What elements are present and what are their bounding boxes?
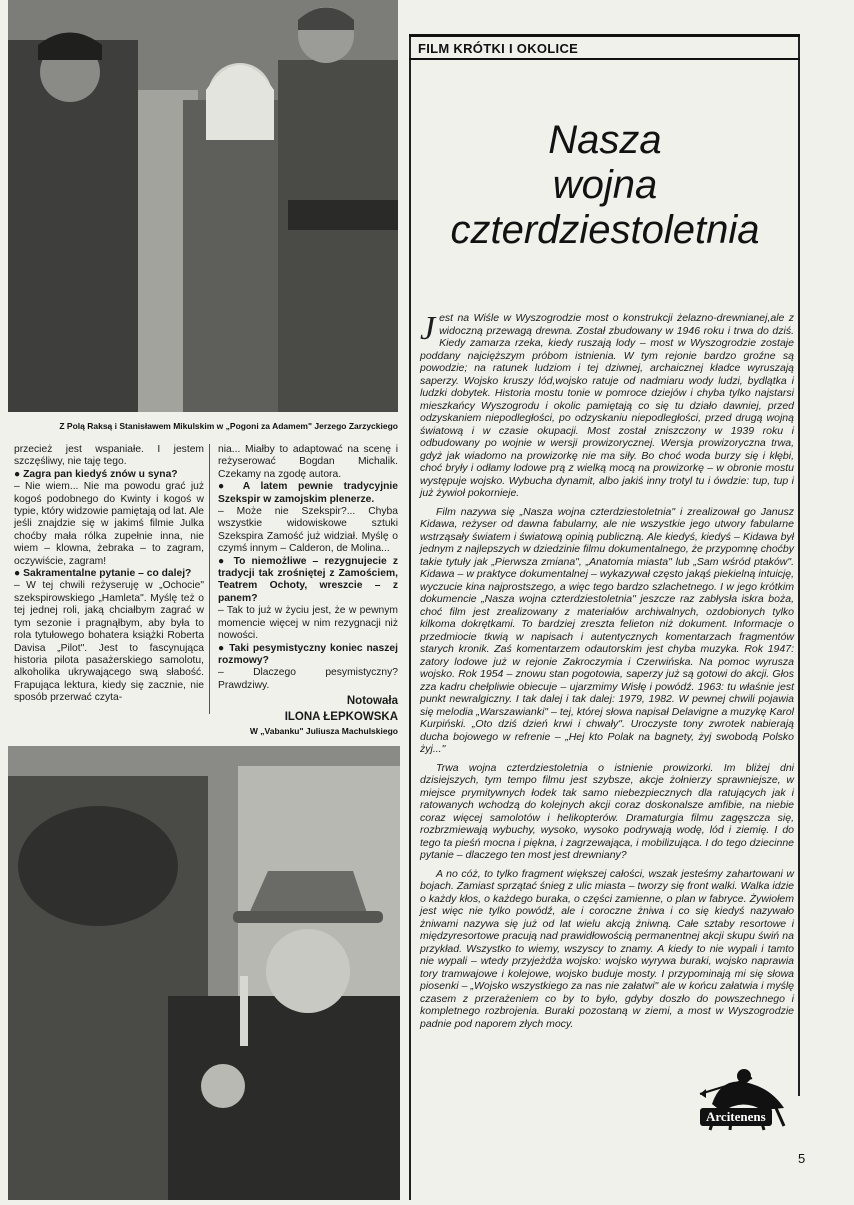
interview-column-right [218,444,398,724]
interview-answer: przecież jest wspaniałe. I jestem szczęśliwy, nie taję tego. [14,444,204,468]
section-title: FILM KRÓTKI I OKOLICE [418,41,579,56]
article-paragraph [420,312,794,500]
photo-caption-top: Z Polą Raksą i Stanisławem Mikulskim w „Pogoni za Adamem" Jerzego Zarzyckiego [59,421,398,431]
interview-question: ● Taki pesymistyczny koniec naszej rozmowy? [218,643,398,668]
interview-answer: – Nie wiem... Nie ma powodu grać już kogoś podobnego do Kwinty i kogoś w typie, który widzowie pamiętają od lat. Ale jeśli znajdzie się w jakimś filmie Julka choćby mała rólka zupełnie inna, nie wiem – klowna, żebraka – to zagram, oczywiście, zagram! [14,481,205,567]
photo-top-illustration [8,0,398,412]
page-number: 5 [798,1151,806,1166]
interview-question: ● To niemożliwe – rezygnujecie z tradycji tak zrośniętej z Zamościem, Teatrem Ochoty, wreszcie – z panem? [218,556,398,606]
article-paragraph: Film nazywa się „Nasza wojna czterdziestoletnia" i zrealizował go Janusz Kidawa, reżyser od dawna fabularny, ale nie wszystkie jego utwory fabularne wstrząsały światem i światową opinią publiczną. Ale kiedyś, kiedyś – Kidawa był jednym z najlepszych w dziedzinie filmu dokumentalnego, że przypomnę choćby takie tytuły jak „Pierwsza zmiana", „Anatomia miasta" lub „Sam wśród ptaków". Kidawa – w praktyce dokumentalnej – wykazywał często jakąś piekielną intuicję, wyczucie kina najprostszego, a więc tego bardzo szlachetnego. I w jego krótkim dokumencie „Nasza wojna czterdziestoletnia" jeszcze raz zabłysła iskra boża, choć film jest zrealizowany z materiałów archiwalnych, ozdobionych tylko kilkoma dokrętkami. To bardziej zreszta felieton niż dokument. Informacje o przedmiocie tkwią w napisach i autentycznych komentarzach fragmentów starych kronik. Zaś komentarzem odautorskim jest chyba muzyka. Rok 1947: zatory lodowe już w rejonie Zakroczymia i Czerwińska. Na pomoc wyrusza wojsko. Rok 1954 – znowu stan pogotowia, saperzy już są gotowi do akcji. Głos zza kadru chełpliwie obiecuje – ujarzmimy Wisłę i powódź. 1963: tu właśnie jest punkt newralgiczny. I tak dalej i tak dalej: 1979, 1982. W pewnej chwili pojawia się melodia „Warszawianki" – tej, której słowa napisał Delavigne a muzykę Karol Kurpiński. „Oto dziś dzień krwi i chwały". Uroczyste tony zwrotek nabierają ducha bojowego w refrenie – „Hej kto Polak na bagnety, żyj swobodą Polsko żyj..." [420,505,794,755]
signature-label: Notowała [346,695,398,708]
interview-question: ● Zagra pan kiedyś znów u syna? [14,469,204,481]
article-paragraph: Trwa wojna czterdziestoletnia o istnienie prowizorki. Im bliżej dni dzisiejszych, tym tempo filmu jest szybsze, akcje żołnierzy sprawniejsze, w miejsce prymitywnych łodek tak samo niebezpiecznych dla ratujących jak i ratowanych wchodzą do kolejnych akcji coraz doskonalsze amfibie, na niebie coraz więcej samolotów i helikopterów. Dramaturgia filmu zagęszcza się, rozbrzmiewają wybuchy, wysoko, wysoko podrywają wodę, lód i ziemię. I do tego ta pieśń mocna i piękna, i zagrzewająca, i mobilizująca. I do tego dziecinne pytanie – dlaczego ten most jest drewniany? [420,761,794,861]
article-body [420,312,794,1036]
column-divider [209,444,210,714]
signature-author: ILONA ŁEPKOWSKA [284,711,398,724]
section-rule-bottom [409,58,800,60]
photo-caption-bottom: W „Vabanku" Juliusza Machulskiego [249,726,398,736]
photo-bottom-illustration [8,746,400,1200]
interview-column-left [14,444,204,705]
film-still-photo-top [8,0,398,412]
article-paragraph-text: est na Wiśle w Wyszogrodzie most o konstrukcji żelazno-drewnianej,ale z widoczną przewagą drewna. Został zbudowany w 1946 roku i trwa do dziś. Kiedy zamarza rzeka, kiedy ruszają lody – most w Wyszogrodzie zostaje poddany najcięższym próbom istnienia. W tym rejonie bardzo groźne są powodzie; na ratunek ludziom i tej dziwnej, archaicznej kładce wyruszają saperzy. Wojsko kruszy lód,wojsko ratuje od nadmiaru wody ludzi, bydlątka i ludzki dobytek. Historia mostu tonie w pomroce dziejów i chyba tylko najstarsi mieszkańcy Wyszogrodu i okolic pamiętają co się tu działo dawniej, przed odzyskaniem niepodległości, po odzyskaniu niepodległości, przed drugą wojną światową i w czasie okupacji. Most został zniszczony w 1939 roku i odbudowany po wojnie w wersji prowizorycznej. Wersja prowizoryczna trwa, gdyż jak wiadomo na prowizorkę nie ma siły. Bo choć woda burzy się i kłębi, choć bryły i odłamy lodowe prą z wielką mocą na prowizorkę – w obronie mostu występuje wojsko. Wybucha dynamit, albo jakiś inny trotyl tu i ówdzie: tup, tup i już żywioł pokornieje. [420,312,794,499]
page-rule-right [798,36,800,1096]
headline-line: czterdziestoletnia [450,208,760,252]
page-rule-left [409,36,411,1200]
interview-question: ● Sakramentalne pytanie – co dalej? [14,568,204,580]
interview-answer: – Tak to już w życiu jest, że w pewnym momencie więcej w nim rezygnacji niż nowości. [218,605,398,642]
interview-answer: – Dlaczego pesymistyczny? Prawdziwy. [218,667,398,691]
section-rule-top [409,34,800,37]
interview-answer: – Może nie Szekspir?... Chyba wszystkie widowiskowe sztuki Szekspira Zamość już widział. Myślę o czymś innym – Calderon, de Molina... [218,506,398,555]
headline-line: wojna [552,163,658,207]
film-still-photo-bottom [8,746,400,1200]
article-paragraph: A no cóż, to tylko fragment większej całości, wszak jesteśmy zahartowani w bojach. Zamiast sprzątać śnieg z ulic miasta – tworzy się front walki. Walka idzie o każdy kłos, o każdego buraka, o części zamienne, o plan w fabryce. Żywiołem jest więc nie tylko powódź, ale i coroczne żniwa i co się kiedyś nazywało żniwami nazywa się już od lat wielu akcją żniwną. Całe sztaby resortowe i międzyresortowe pracują nad prawidłowością permanentnej akcji skupu świń na przykład. Wszystko to wiemy, wszyscy to znamy. A kiedy to nie wypali i tamto nie wypali – wtedy przyjeżdża wojsko: wojsko wyrywa buraki, wojsko naprawia tory tramwajowe i kolejowe, wojsko buduje mosty. I przypominają mi się słowa piosenki – „Wojsko wszystkiego za nas nie załatwi" ale w końcu załatwia i myślę czasem z przerażeniem co by to było, gdyby doszło do powszechnego i kompletnego rozbrojenia. Buraki pozostaną w ziemi, a most w Wyszogrodzie padnie pod naporem złych mocy. [420,867,794,1030]
interview-answer: nia... Miałby to adaptować na scenę i reżyserować Bogdan Michalik. Czekamy na zgodę autora. [218,444,398,480]
interview-answer: – W tej chwili reżyseruję w „Ochocie" szekspirowskiego „Hamleta". Myślę też o tej jednej roli, jaką chciałbym zagrać w tym sezonie i pragnąłbym, aby była to rola tytułowego bohatera książki Roberta Davisa „Pilot". Jest to fascynująca historia pilota pasażerskiego samolotu, alkoholika ukrywającego swą słabość. Frapująca lektura, kiedy się zacznie, nie sposób przerwać czyta- [14,580,204,704]
headline-line: Nasza [548,118,662,162]
drop-cap: J [420,310,436,347]
logo-text: Arcitenens [700,1108,772,1126]
interview-question: ● A latem pewnie tradycyjnie Szekspir w zamojskim plenerze. [218,481,398,506]
article-headline [420,118,790,253]
